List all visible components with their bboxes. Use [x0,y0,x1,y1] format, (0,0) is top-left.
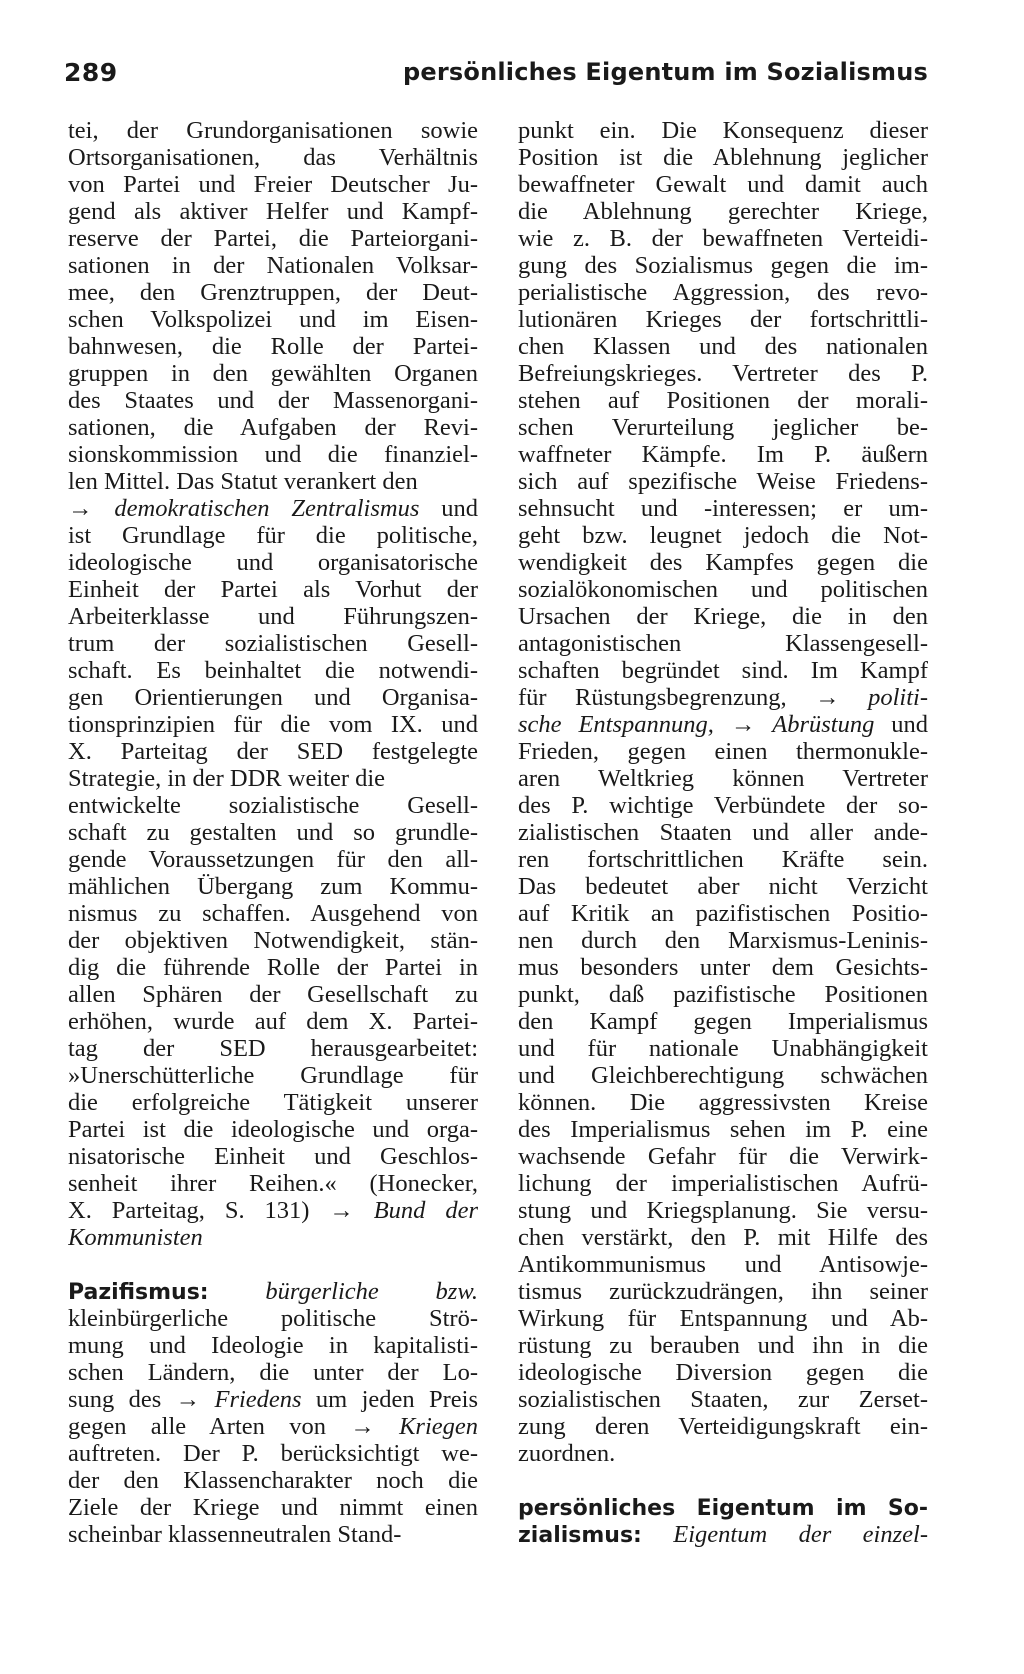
cross-reference: politi- [868,684,928,711]
text-line: und für nationale Unabhängigkeit [518,1035,928,1062]
text-line: waffneter Kämpfe. Im P. äußern [518,441,928,468]
text-line: tismus zurückzudrängen, ihn seiner [518,1278,928,1305]
text-line: Arbeiterklasse und Führungszen- [68,603,478,630]
text-line: sehnsucht und -interessen; er um- [518,495,928,522]
text-line: zuordnen. [518,1440,616,1467]
paragraph-gap [68,1251,478,1278]
text-line: des P. wichtige Verbündete der so- [518,792,928,819]
text-line: Antikommunismus und Antisowje- [518,1251,928,1278]
text-line [518,1521,928,1548]
text-line: chen verstärkt, den P. mit Hilfe des [518,1224,928,1251]
text-line: des Imperialismus sehen im P. eine [518,1116,928,1143]
lemma-term: Pazifismus: [68,1280,209,1305]
text-line [68,1197,478,1224]
running-head: persönliches Eigentum im Sozialismus [403,58,928,86]
text-line [68,495,478,522]
text-line: Ortsorganisationen, das Verhältnis [68,144,478,171]
text-line: antagonistischen Klassengesell- [518,630,928,657]
lemma-term: zialismus: [518,1523,642,1548]
text-line: punkt ein. Die Konsequenz dieser [518,117,928,144]
text-line: und Gleichberechtigung schwächen [518,1062,928,1089]
text-line: perialistische Aggression, des revo- [518,279,928,306]
paragraph-gap [518,1467,928,1494]
text-line [68,1278,478,1305]
cross-reference: Eigentum der einzel- [641,1521,928,1548]
text-segment: gegen alle Arten von → [68,1413,400,1440]
text-line [68,1413,478,1440]
text-line: stung und Kriegsplanung. Sie versu- [518,1197,928,1224]
text-line: Einheit der Partei als Vorhut der [68,576,478,603]
text-line: schen Verurteilung jeglicher be- [518,414,928,441]
text-line: Position ist die Ablehnung jeglicher [518,144,928,171]
cross-reference: Bund der [373,1197,478,1224]
text-line: schaft zu gestalten und so grundle- [68,819,478,846]
text-line: sationen, die Aufgaben der Revi- [68,414,478,441]
text-line: zung deren Verteidigungskraft ein- [518,1413,928,1440]
text-segment: und [874,711,928,738]
text-line: der objektiven Notwendigkeit, stän- [68,927,478,954]
text-line: Partei ist die ideologische und orga- [68,1116,478,1143]
text-segment: und [419,495,478,522]
left-column [68,117,478,1548]
text-line: Ziele der Kriege und nimmt einen [68,1494,478,1521]
text-line: mus besonders unter dem Gesichts- [518,954,928,981]
text-line: ren fortschrittlichen Kräfte sein. [518,846,928,873]
text-line: lutionären Krieges der fortschrittli- [518,306,928,333]
text-line: den Kampf gegen Imperialismus [518,1008,928,1035]
text-line: von Partei und Freier Deutscher Ju- [68,171,478,198]
text-line: stehen auf Positionen der morali- [518,387,928,414]
text-line: Strategie, in der DDR weiter die [68,765,386,792]
text-line: scheinbar klassenneutralen Stand- [68,1521,402,1548]
text-line: entwickelte sozialistische Gesell- [68,792,478,819]
text-line: auftreten. Der P. berücksichtigt we- [68,1440,478,1467]
text-line: der den Klassencharakter noch die [68,1467,478,1494]
text-line: X. Parteitag der SED festgelegte [68,738,478,765]
text-segment: sung des → [68,1386,215,1413]
text-line: erhöhen, wurde auf dem X. Partei- [68,1008,478,1035]
text-line: schaft. Es beinhaltet die notwendi- [68,657,478,684]
text-line: mählichen Übergang zum Kommu- [68,873,478,900]
text-line: ideologische Diversion gegen die [518,1359,928,1386]
text-line: sozialistischen Staaten, zur Zerset- [518,1386,928,1413]
text-line [68,1386,478,1413]
text-line: chen Klassen und des nationalen [518,333,928,360]
text-line: schen Ländern, die unter der Lo- [68,1359,478,1386]
text-line: können. Die aggressivsten Kreise [518,1089,928,1116]
text-line: des Staates und der Massenorgani- [68,387,478,414]
lemma-term: persönliches Eigentum im So- [518,1496,928,1521]
text-line: gung des Sozialismus gegen die im- [518,252,928,279]
text-line: wie z. B. der bewaffneten Verteidi- [518,225,928,252]
cross-reference: Abrüstung [772,711,875,738]
text-line: gend als aktiver Helfer und Kampf- [68,198,478,225]
cross-reference: demokratischen Zentralismus [114,495,420,522]
text-line: gruppen in den gewählten Organen [68,360,478,387]
text-line: punkt, daß pazifistische Positionen [518,981,928,1008]
page-number: 289 [64,58,118,87]
text-line: rüstung zu berauben und ihn in die [518,1332,928,1359]
text-line: aren Weltkrieg können Vertreter [518,765,928,792]
cross-reference: Kommunisten [68,1224,203,1251]
text-line: sich auf spezifische Weise Friedens- [518,468,928,495]
text-line: schaften begründet sind. Im Kampf [518,657,928,684]
text-line: auf Kritik an pazifistischen Positio- [518,900,928,927]
text-line: tionsprinzipien für die vom IX. und [68,711,478,738]
text-line: mee, den Grenztruppen, der Deut- [68,279,478,306]
text-line: trum der sozialistischen Gesell- [68,630,478,657]
text-line: gende Voraussetzungen für den all- [68,846,478,873]
text-line [518,711,928,738]
text-line: kleinbürgerliche politische Strö- [68,1305,478,1332]
text-line: allen Sphären der Gesellschaft zu [68,981,478,1008]
text-line: die erfolgreiche Tätigkeit unserer [68,1089,478,1116]
text-line [68,1224,478,1251]
text-line: Wirkung für Entspannung und Ab- [518,1305,928,1332]
text-segment: für Rüstungsbegrenzung, → [518,684,869,711]
text-line: bahnwesen, die Rolle der Partei- [68,333,478,360]
text-line: tag der SED herausgearbeitet: [68,1035,478,1062]
text-line: sationen in der Nationalen Volksar- [68,252,478,279]
cross-reference: Kriegen [399,1413,478,1440]
text-line: mung und Ideologie in kapitalisti- [68,1332,478,1359]
cross-reference: sche Entspannung, [518,711,714,738]
text-line: wendigkeit des Kampfes gegen die [518,549,928,576]
text-line: Ursachen der Kriege, die in den [518,603,928,630]
text-line: nen durch den Marxismus-Leninis- [518,927,928,954]
text-line: sozialökonomischen und politischen [518,576,928,603]
text-line: wachsende Gefahr für die Verwirk- [518,1143,928,1170]
text-line: bewaffneter Gewalt und damit auch [518,171,928,198]
text-line: ist Grundlage für die politische, [68,522,478,549]
text-line: reserve der Partei, die Parteiorgani- [68,225,478,252]
text-line: zialistischen Staaten und aller ande- [518,819,928,846]
text-segment: X. Parteitag, S. 131) → [68,1197,374,1224]
text-line: Befreiungskrieges. Vertreter des P. [518,360,928,387]
cross-reference: Friedens [214,1386,302,1413]
text-line: geht bzw. leugnet jedoch die Not- [518,522,928,549]
text-line [518,1494,928,1521]
text-segment: → [68,495,115,522]
text-line: gen Orientierungen und Organisa- [68,684,478,711]
text-line: ideologische und organisatorische [68,549,478,576]
text-line: Das bedeutet aber nicht Verzicht [518,873,928,900]
text-line: schen Volkspolizei und im Eisen- [68,306,478,333]
text-line: die Ablehnung gerechter Kriege, [518,198,928,225]
text-line: lichung der imperialistischen Aufrü- [518,1170,928,1197]
text-line: »Unerschütterliche Grundlage für [68,1062,478,1089]
text-line: nisatorische Einheit und Geschlos- [68,1143,478,1170]
text-line: sionskommission und die finanziel- [68,441,478,468]
text-line: Frieden, gegen einen thermonukle- [518,738,928,765]
right-column [518,117,928,1548]
text-segment: um jeden Preis [301,1386,478,1413]
text-line: nismus zu schaffen. Ausgehend von [68,900,478,927]
text-line: dig die führende Rolle der Partei in [68,954,478,981]
text-segment: → [713,711,773,738]
text-line [518,684,928,711]
text-line: tei, der Grundorganisationen sowie [68,117,478,144]
cross-reference: bürgerliche bzw. [208,1278,478,1305]
text-line: len Mittel. Das Statut verankert den [68,468,418,495]
text-line: senheit ihrer Reihen.« (Honecker, [68,1170,478,1197]
